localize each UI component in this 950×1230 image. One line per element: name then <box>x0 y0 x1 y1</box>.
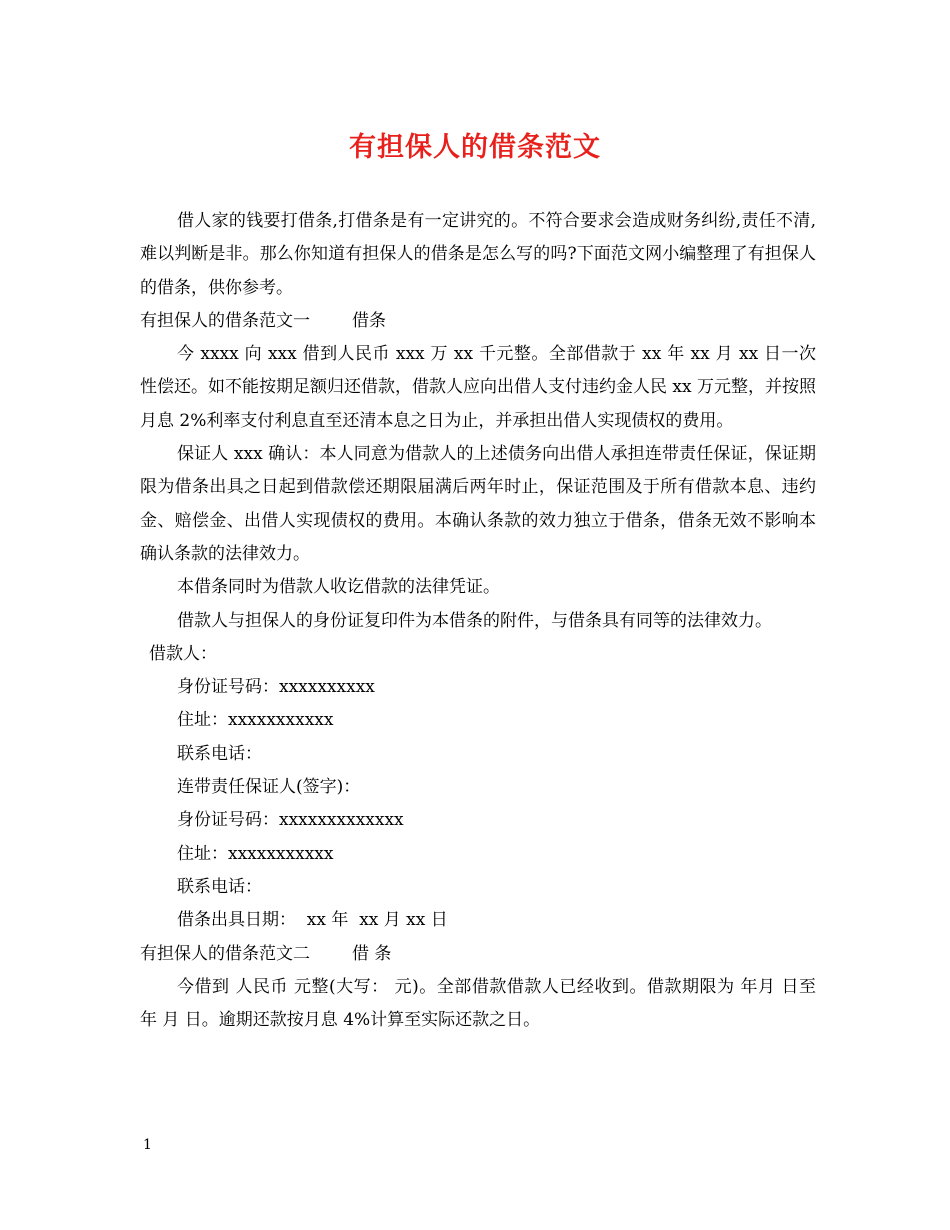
intro-paragraph: 借人家的钱要打借条,打借条是有一定讲究的。不符合要求会造成财务纠纷,责任不清,难以判断是非。那么你知道有担保人的借条是怎么写的吗?下面范文网小编整理了有担保人的借条，供你参考。 <box>140 211 816 298</box>
borrower-address-field: 住址：xxxxxxxxxxx <box>177 710 334 731</box>
guarantor-id-field: 身份证号码：xxxxxxxxxxxxx <box>177 810 404 831</box>
borrower-phone-field: 联系电话： <box>177 743 262 764</box>
section-heading-1-suffix: 借条 <box>352 310 386 331</box>
page-number: 1 <box>143 1137 152 1153</box>
section1-paragraph-1: 今 xxxx 向 xxx 借到人民币 xxx 万 xx 千元整。全部借款于 xx 年 xx 月 xx 日一次性偿还。如不能按期足额归还借款，借款人应向出借人支付违约金人民 xx 万元整，并按照月息 2%利率支付利息直至还清本息之日为止，并承担出借人实现债权的费用。 <box>140 344 816 431</box>
issue-date-field: 借条出具日期： xx 年 xx 月 xx 日 <box>177 910 448 931</box>
document-body <box>140 205 816 1037</box>
borrower-label: 借款人： <box>149 643 217 664</box>
section-heading-1 <box>140 305 816 338</box>
section-heading-1-title: 有担保人的借条范文一 <box>140 310 310 331</box>
section1-paragraph-2: 保证人 xxx 确认：本人同意为借款人的上述债务向出借人承担连带责任保证，保证期限为借条出具之日起到借款偿还期限届满后两年时止，保证范围及于所有借款本息、违约金、赔偿金、出借人实现债权的费用。本确认条款的效力独立于借条，借条无效不影响本确认条款的法律效力。 <box>140 444 816 564</box>
guarantor-phone-field: 联系电话： <box>177 876 262 897</box>
document-title: 有担保人的借条范文 <box>349 132 601 163</box>
section-heading-2-suffix: 借 条 <box>352 943 392 964</box>
section1-paragraph-4: 借款人与担保人的身份证复印件为本借条的附件，与借条具有同等的法律效力。 <box>177 610 772 631</box>
section-heading-2-title: 有担保人的借条范文二 <box>140 943 310 964</box>
section2-paragraph-1: 今借到 人民币 元整(大写： 元)。全部借款借款人已经收到。借款期限为 年月 日至 年 月 日。逾期还款按月息 4%计算至实际还款之日。 <box>140 976 816 1031</box>
guarantor-address-field: 住址：xxxxxxxxxxx <box>177 843 334 864</box>
section1-paragraph-3: 本借条同时为借款人收讫借款的法律凭证。 <box>177 577 500 598</box>
guarantor-signature-field: 连带责任保证人(签字)： <box>177 777 361 798</box>
section-heading-2 <box>140 938 816 971</box>
borrower-id-field: 身份证号码：xxxxxxxxxx <box>177 677 375 698</box>
